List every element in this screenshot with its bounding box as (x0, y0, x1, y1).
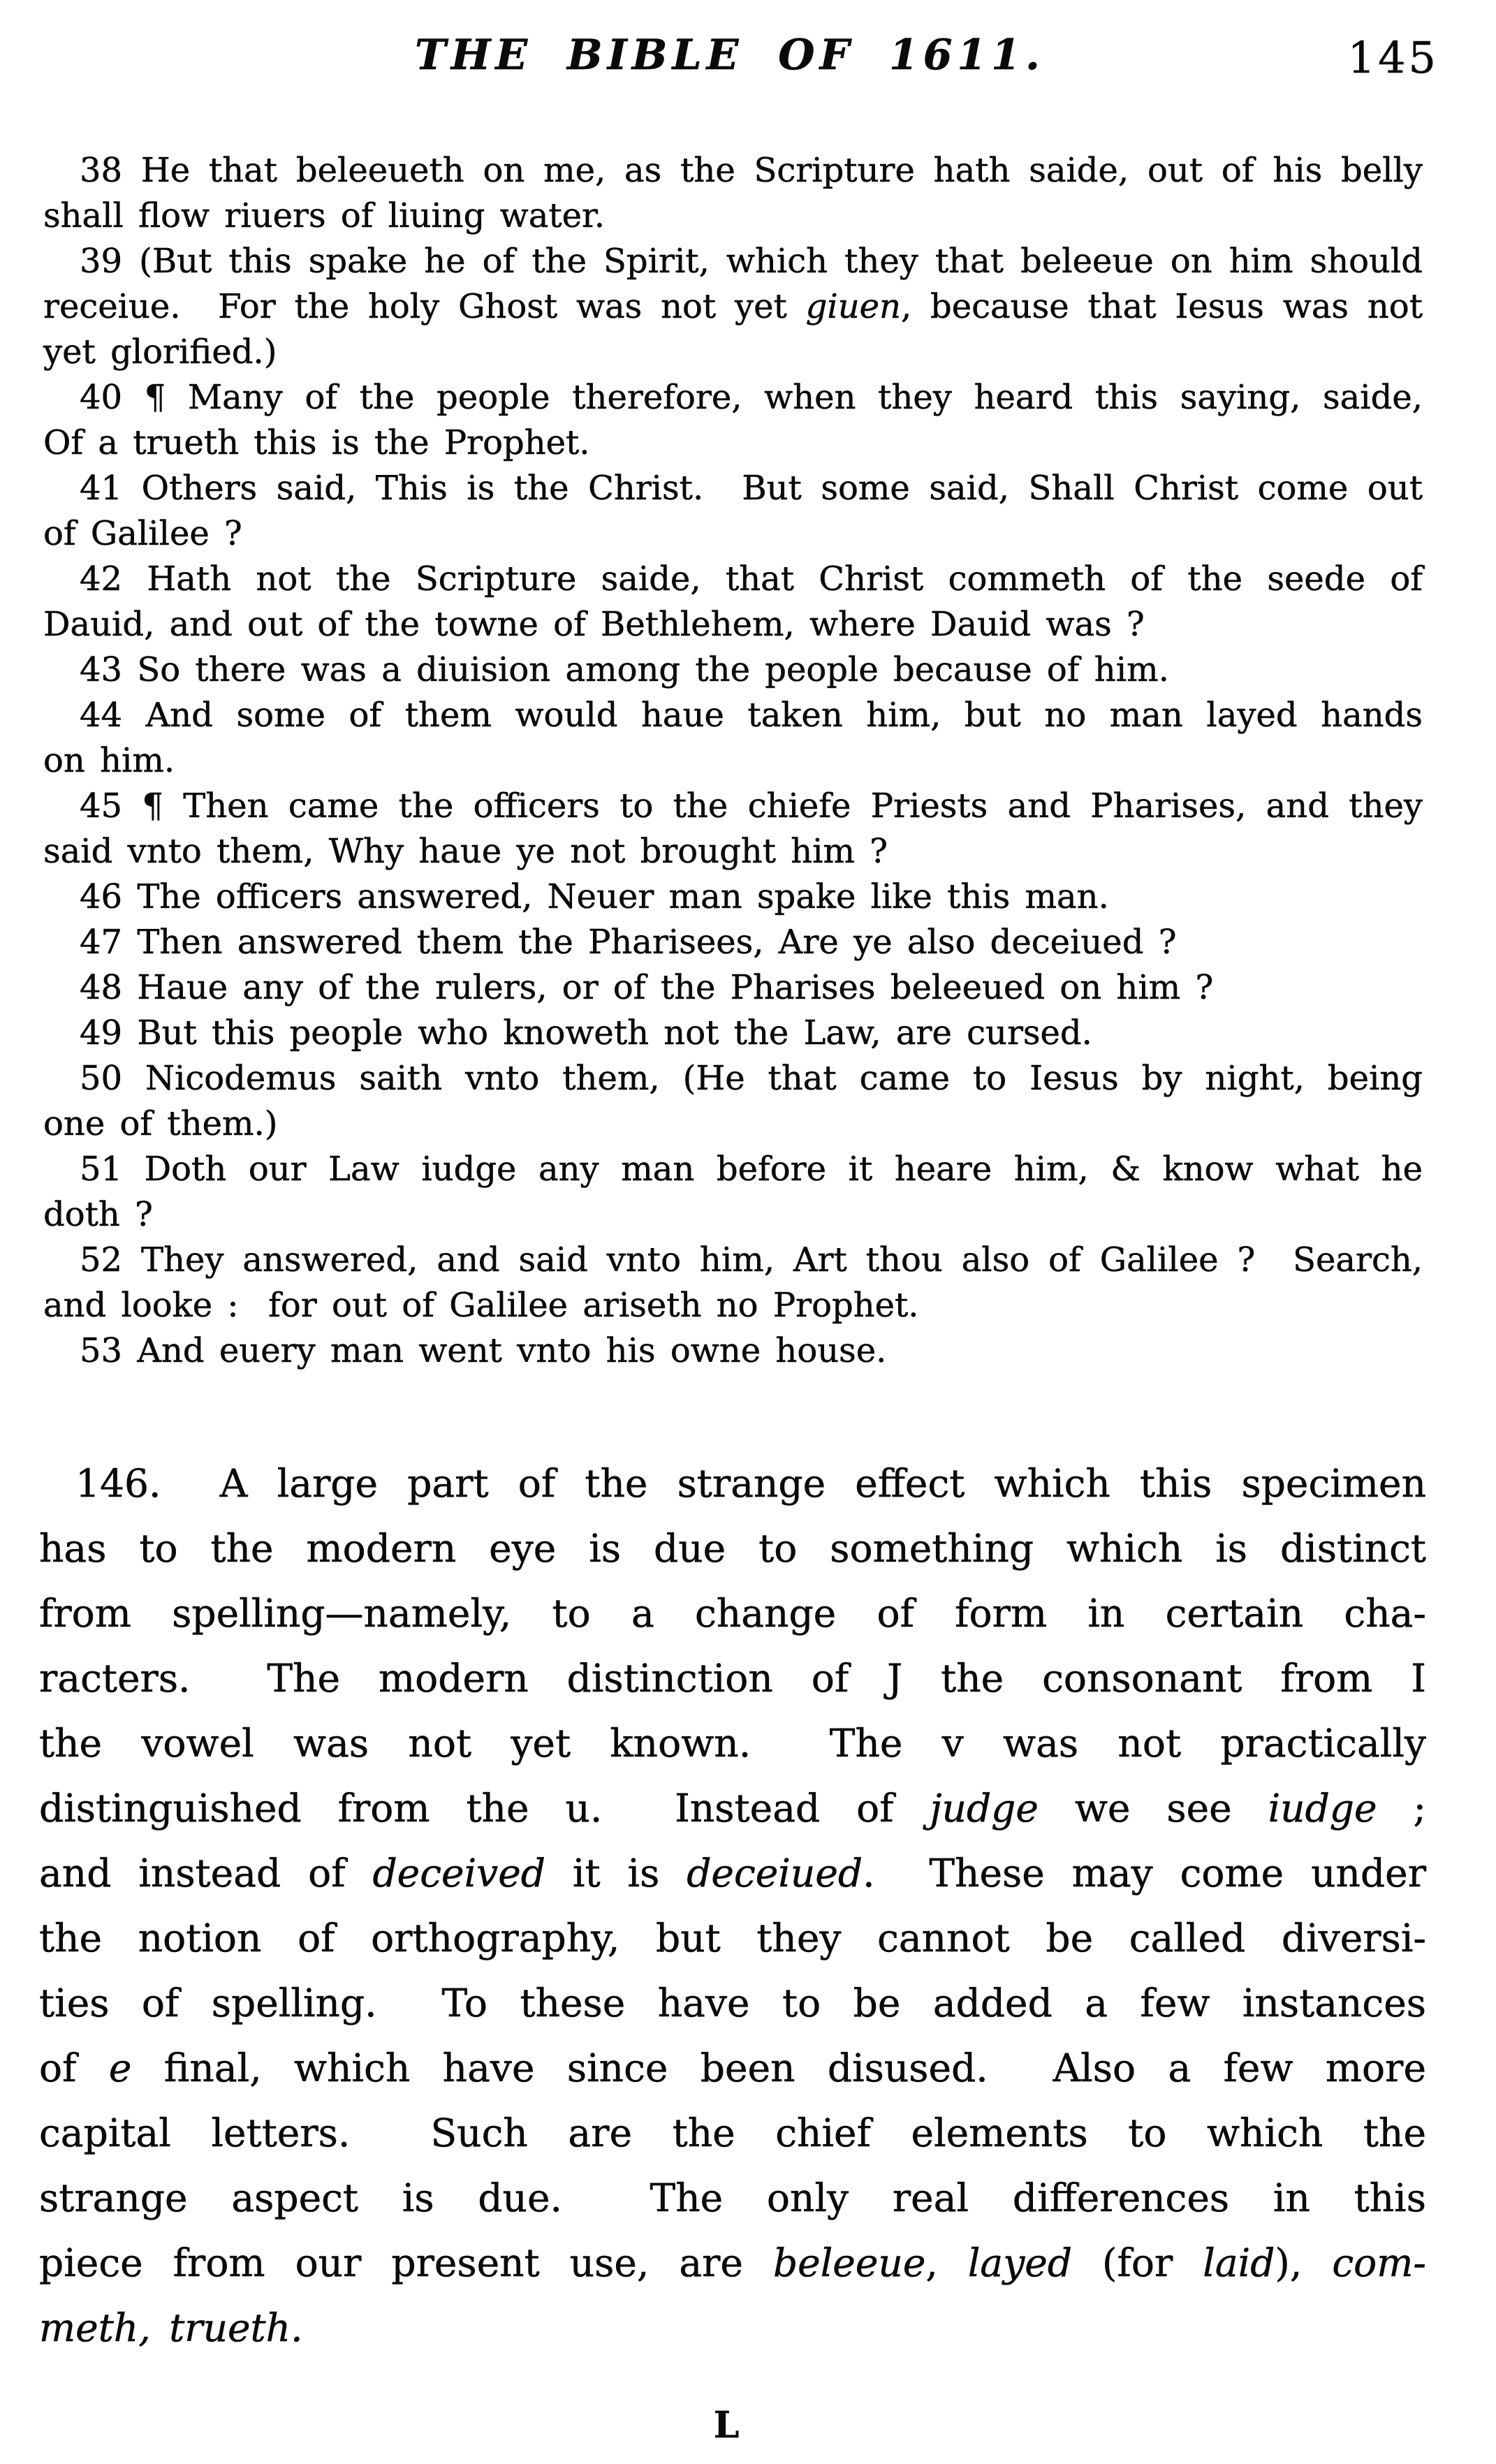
paragraph-line: from spelling—namely, to a change of form in certain cha- (39, 1591, 1426, 1636)
text-segment: we see (1038, 1786, 1268, 1831)
verse-line: 42 Hath not the Scripture saide, that Christ commeth of the seede of (80, 559, 1423, 599)
verse-38 (43, 148, 1423, 239)
text-segment: (for (1072, 2241, 1203, 2285)
italic-text-segment: beleeue (772, 2241, 926, 2285)
paragraph-line: strange aspect is due. The only real differences in this (39, 2176, 1426, 2220)
verse-line: 52 They answered, and said vnto him, Art thou also of Galilee ? Search, (80, 1240, 1423, 1279)
verse-line: 50 Nicodemus saith vnto them, (He that came to Iesus by night, being (80, 1059, 1423, 1098)
paragraph-line: capital letters. Such are the chief elements to which the (39, 2111, 1426, 2155)
page-title: THE BIBLE OF 1611. (415, 31, 1045, 80)
running-head (0, 31, 1496, 94)
verse-line: 51 Doth our Law iudge any man before it heare him, & know what he (80, 1150, 1423, 1189)
paragraph-line: ties of spelling. To these have to be added a few instances (39, 1981, 1426, 2025)
verse-48 (43, 965, 1423, 1011)
verse-line: Dauid, and out of the towne of Bethlehem, where Dauid was ? (43, 605, 1145, 644)
verse-line: 53 And euery man went vnto his owne house. (80, 1331, 887, 1370)
verse-line: 48 Haue any of the rulers, or of the Pharises beleeued on him ? (80, 968, 1214, 1007)
verse-40 (43, 375, 1423, 466)
text-segment: . These may come under (863, 1851, 1426, 1895)
italic-text-segment: meth, trueth. (39, 2305, 303, 2350)
scripture-extract (43, 148, 1423, 1374)
paragraph-line (39, 2296, 1426, 2361)
text-segment: , because that Iesus was not (900, 287, 1423, 326)
verse-50 (43, 1056, 1423, 1147)
verse-line: 49 But this people who knoweth not the Law, are cursed. (80, 1013, 1092, 1053)
text-segment: it is (545, 1851, 687, 1895)
verse-line: of Galilee ? (43, 514, 242, 553)
text-segment: and instead of (39, 1851, 373, 1895)
signature-mark: L (713, 2404, 740, 2447)
paragraph-line (39, 1841, 1426, 1906)
verse-line: 46 The officers answered, Neuer man spake like this man. (80, 877, 1109, 916)
section-146-paragraph (39, 1451, 1426, 2361)
verse-line: 45 ¶ Then came the officers to the chiefe Priests and Pharises, and they (80, 786, 1423, 826)
paragraph-line (39, 2231, 1426, 2296)
verse-line: yet glorified.) (43, 332, 277, 372)
verse-52 (43, 1238, 1423, 1328)
italic-text-segment: deceived (372, 1851, 545, 1895)
text-segment: , (925, 2241, 968, 2285)
verse-49 (43, 1011, 1423, 1056)
verse-line: 41 Others said, This is the Christ. But some said, Shall Christ come out (80, 469, 1423, 508)
verse-45 (43, 784, 1423, 874)
verse-line: 39 (But this spake he of the Spirit, which they that beleeue on him should (80, 242, 1423, 281)
verse-line: and looke : for out of Galilee ariseth no Prophet. (43, 1286, 919, 1325)
verse-line: said vnto them, Why haue ye not brought him ? (43, 832, 888, 871)
paragraph-line: has to the modern eye is due to something which is distinct (39, 1526, 1426, 1571)
paragraph-line (39, 1776, 1426, 1841)
italic-text-segment: giuen (805, 287, 901, 326)
italic-text-segment: laid (1203, 2241, 1275, 2285)
verse-43 (43, 647, 1423, 693)
paragraph-line: the vowel was not yet known. The v was not practically (39, 1721, 1426, 1766)
text-segment: receiue. For the holy Ghost was not yet (43, 287, 806, 326)
text-segment: piece from our present use, are (39, 2241, 773, 2285)
italic-text-segment: layed (967, 2241, 1073, 2285)
verse-44 (43, 693, 1423, 784)
italic-text-segment: iudge (1268, 1786, 1377, 1831)
verse-line: 40 ¶ Many of the people therefore, when they heard this saying, saide, (80, 378, 1423, 417)
verse-line: 44 And some of them would haue taken him, but no man layed hands (80, 696, 1423, 735)
paragraph-line: 146. A large part of the strange effect which this specimen (75, 1461, 1426, 1506)
text-segment: of (39, 2046, 109, 2090)
paragraph-line (39, 2036, 1426, 2101)
verse-51 (43, 1147, 1423, 1238)
verse-47 (43, 920, 1423, 965)
text-segment: ; (1377, 1786, 1426, 1831)
italic-text-segment: judge (930, 1786, 1039, 1831)
verse-39 (43, 239, 1423, 375)
verse-line: Of a trueth this is the Prophet. (43, 423, 590, 462)
paragraph-line: the notion of orthography, but they cannot be called diversi- (39, 1916, 1426, 1960)
verse-41 (43, 466, 1423, 557)
verse-line (43, 284, 1423, 330)
verse-53 (43, 1328, 1423, 1374)
verse-line: one of them.) (43, 1104, 278, 1143)
text-segment: distinguished from the u. Instead of (39, 1786, 930, 1831)
text-segment: ), (1275, 2241, 1333, 2285)
italic-text-segment: e (108, 2046, 132, 2090)
verse-46 (43, 874, 1423, 920)
verse-line: doth ? (43, 1195, 153, 1234)
verse-line: shall flow riuers of liuing water. (43, 196, 605, 235)
verse-line: 38 He that beleeueth on me, as the Scripture hath saide, out of his belly (80, 151, 1423, 190)
verse-line: 47 Then answered them the Pharisees, Are ye also deceiued ? (80, 923, 1177, 962)
italic-text-segment: com- (1332, 2241, 1426, 2285)
verse-line: on him. (43, 741, 175, 780)
verse-42 (43, 557, 1423, 647)
page-number: 145 (1347, 32, 1439, 83)
paragraph-line: racters. The modern distinction of J the consonant from I (39, 1656, 1426, 1701)
italic-text-segment: deceiued (687, 1851, 863, 1895)
verse-line: 43 So there was a diuision among the people because of him. (80, 650, 1169, 689)
text-segment: final, which have since been disused. Also a few more (131, 2046, 1427, 2090)
